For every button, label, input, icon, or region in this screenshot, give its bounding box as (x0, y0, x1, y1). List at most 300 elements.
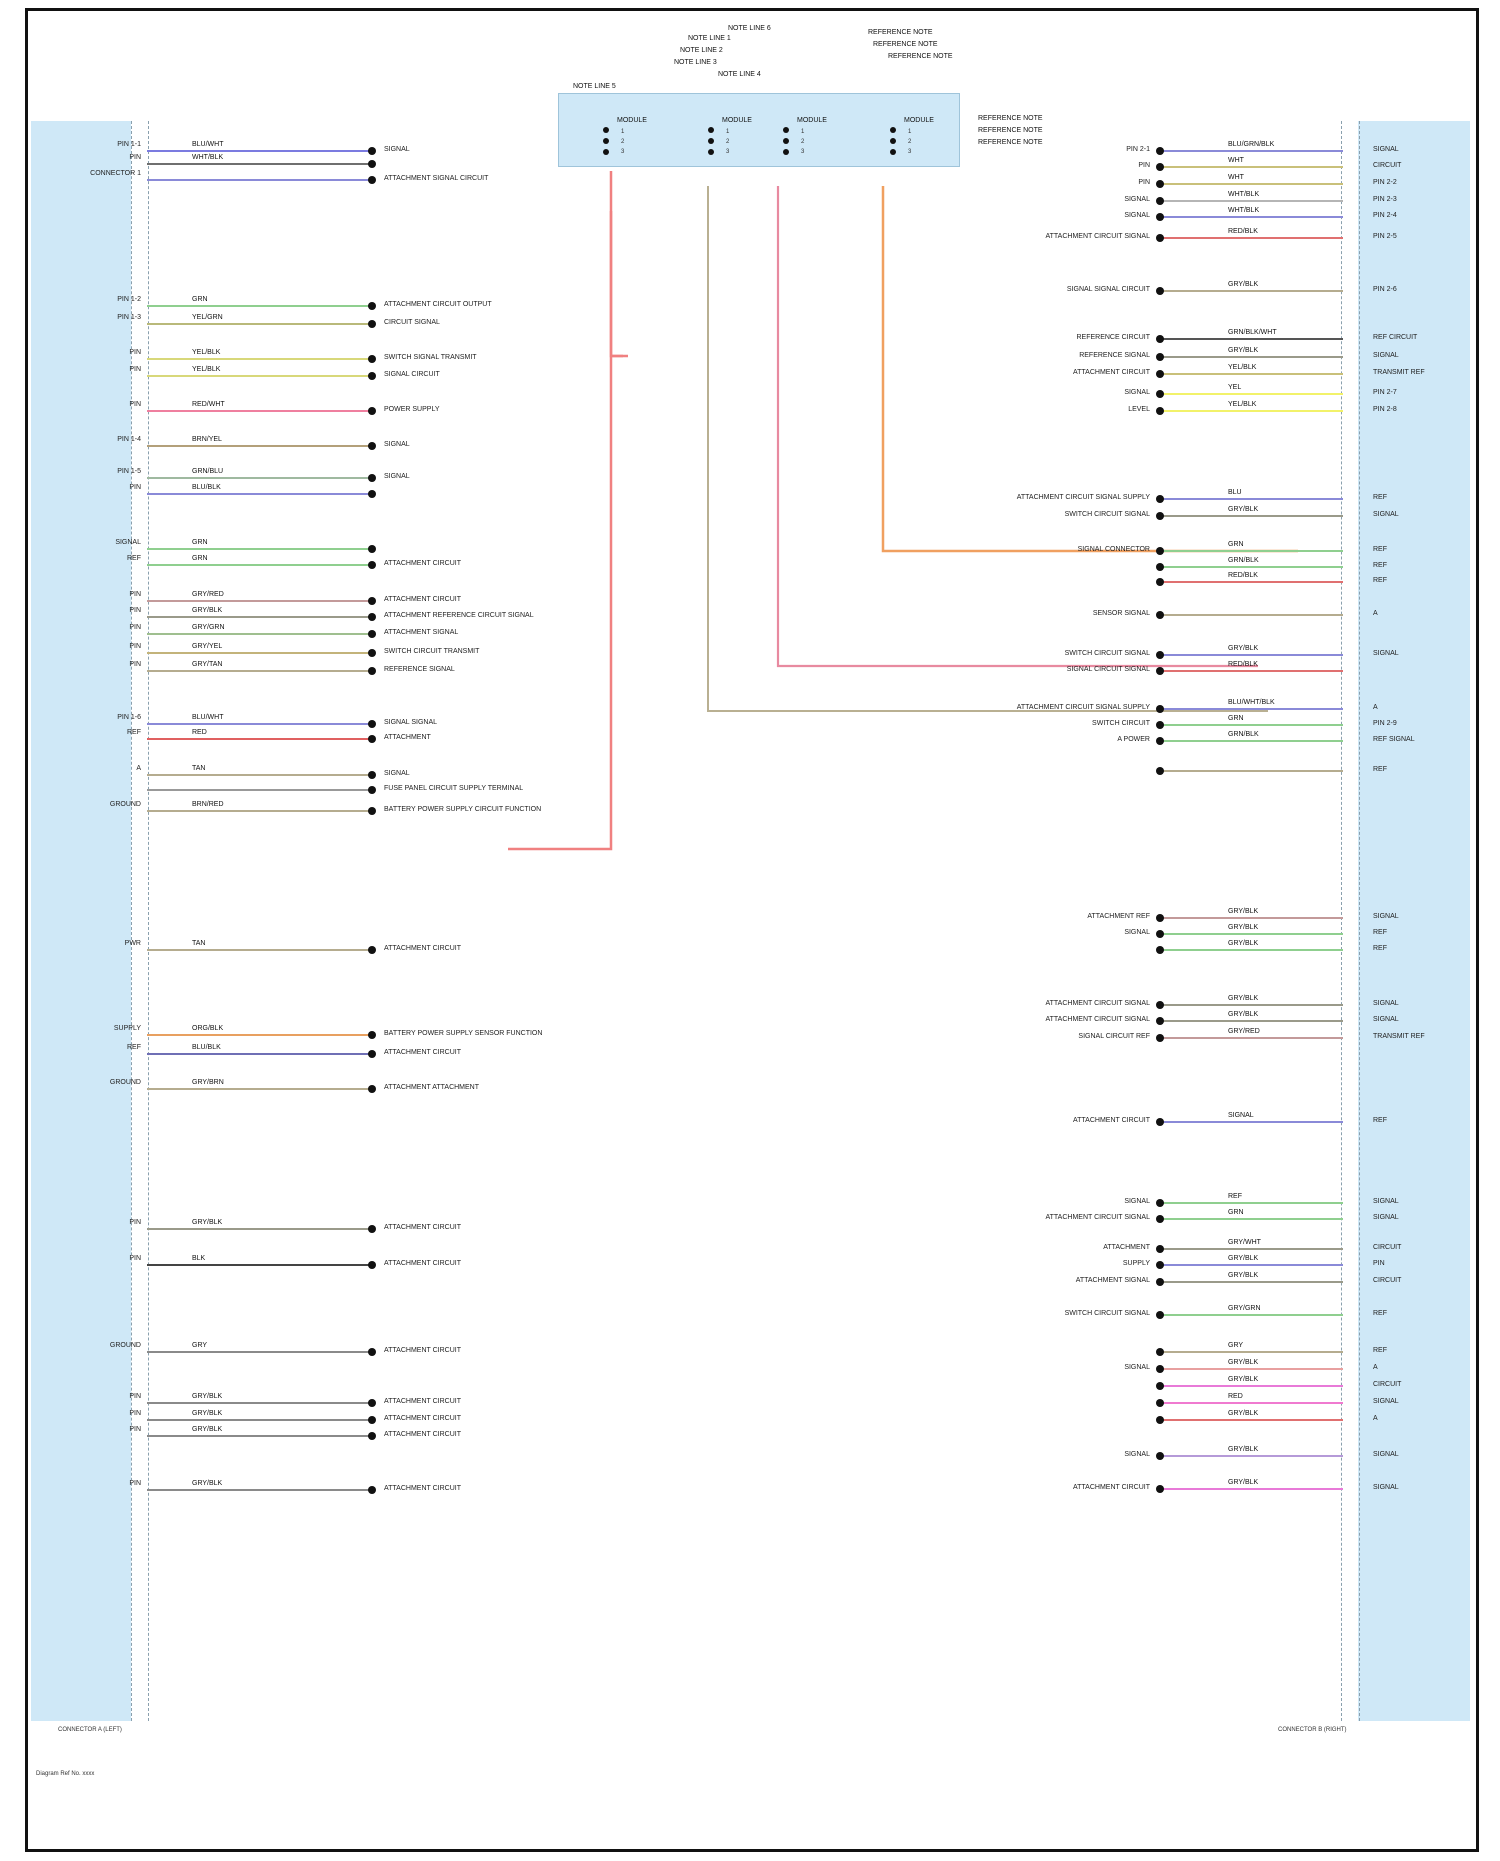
terminal-dot[interactable] (1156, 1278, 1164, 1286)
left-circuit-description: ATTACHMENT CIRCUIT (384, 1415, 461, 1422)
terminal-dot[interactable] (368, 1416, 376, 1424)
left-pin-label: REF (127, 729, 141, 736)
terminal-dot[interactable] (368, 613, 376, 621)
right-circuit-description: LEVEL (1128, 406, 1150, 413)
wire-segment (147, 949, 372, 951)
terminal-dot[interactable] (368, 442, 376, 450)
wire-color-label: WHT (1228, 174, 1244, 181)
right-pin-label: PIN 2-6 (1373, 286, 1397, 293)
left-circuit-description: ATTACHMENT CIRCUIT (384, 560, 461, 567)
left-circuit-description: SIGNAL (384, 770, 410, 777)
terminal-dot[interactable] (1156, 512, 1164, 520)
wire-segment (1163, 933, 1343, 935)
terminal-dot[interactable] (368, 1050, 376, 1058)
right-circuit-description: REFERENCE CIRCUIT (1076, 334, 1150, 341)
left-pin-label: CONNECTOR 1 (90, 170, 141, 177)
left-pin-label: PIN 1-2 (117, 296, 141, 303)
wire-segment (147, 1034, 372, 1036)
left-circuit-description: ATTACHMENT CIRCUIT (384, 1485, 461, 1492)
right-pin-label: SIGNAL (1373, 1451, 1399, 1458)
right-pin-label: PIN 2-8 (1373, 406, 1397, 413)
terminal-dot[interactable] (1156, 1215, 1164, 1223)
terminal-dot[interactable] (1156, 1485, 1164, 1493)
wire-color-label: GRN (192, 296, 208, 303)
left-circuit-description: ATTACHMENT ATTACHMENT (384, 1084, 480, 1091)
terminal-dot[interactable] (1156, 930, 1164, 938)
right-pin-label: PIN 2-9 (1373, 720, 1397, 727)
wire-segment (147, 445, 372, 447)
terminal-dot[interactable] (1156, 1452, 1164, 1460)
terminal-dot[interactable] (1156, 1399, 1164, 1407)
wire-segment (1163, 373, 1343, 375)
top-module-3-dot-1 (783, 127, 789, 133)
terminal-dot[interactable] (1156, 335, 1164, 343)
right-circuit-description: SWITCH CIRCUIT SIGNAL (1064, 650, 1150, 657)
wire-color-label: GRN/BLU (192, 468, 224, 475)
terminal-dot[interactable] (368, 1225, 376, 1233)
wire-color-label: GRN (192, 539, 208, 546)
top-module-4-dot-3 (890, 149, 896, 155)
top-module-2-dot-2 (708, 138, 714, 144)
right-circuit-description: SIGNAL CONNECTOR (1077, 546, 1150, 553)
top-module-4-dot-1 (890, 127, 896, 133)
terminal-dot[interactable] (368, 176, 376, 184)
wire-color-label: GRY/GRN (1228, 1305, 1261, 1312)
terminal-dot[interactable] (1156, 1017, 1164, 1025)
left-circuit-description: ATTACHMENT CIRCUIT (384, 945, 461, 952)
left-circuit-description: ATTACHMENT CIRCUIT (384, 1347, 461, 1354)
wire-color-label: GRY/BLK (192, 607, 223, 614)
terminal-dot[interactable] (368, 720, 376, 728)
wire-color-label: GRN/BLK (1228, 557, 1259, 564)
wire-segment (1163, 515, 1343, 517)
terminal-dot[interactable] (368, 735, 376, 743)
left-circuit-description: ATTACHMENT CIRCUIT OUTPUT (384, 301, 492, 308)
wire-color-label: GRN (1228, 715, 1244, 722)
wire-segment (1163, 200, 1343, 202)
wire-color-label: GRY/RED (192, 591, 224, 598)
wire-segment (1163, 338, 1343, 340)
wire-color-label: GRY/BLK (1228, 1410, 1259, 1417)
top-module-1-header: MODULE (617, 117, 647, 124)
left-pin-label: REF (127, 555, 141, 562)
left-circuit-description: SWITCH CIRCUIT TRANSMIT (384, 648, 480, 655)
left-pin-label: PIN (129, 1255, 141, 1262)
right-pin-label: TRANSMIT REF (1373, 1033, 1425, 1040)
terminal-dot[interactable] (1156, 213, 1164, 221)
terminal-dot[interactable] (1156, 1199, 1164, 1207)
right-circuit-description: ATTACHMENT CIRCUIT (1073, 1484, 1150, 1491)
wire-color-label: SIGNAL (1228, 1112, 1254, 1119)
left-pin-label: PIN (129, 624, 141, 631)
right-connector-strip (1341, 121, 1360, 1721)
wire-color-label: ORG/BLK (192, 1025, 224, 1032)
wire-color-label: BLK (192, 1255, 206, 1262)
top-note-4: NOTE LINE 4 (718, 71, 761, 78)
left-circuit-description: ATTACHMENT CIRCUIT (384, 1224, 461, 1231)
wire-color-label: GRY/BLK (1228, 908, 1259, 915)
terminal-dot[interactable] (1156, 197, 1164, 205)
terminal-dot[interactable] (368, 147, 376, 155)
top-module-3-dot-3 (783, 149, 789, 155)
right-circuit-description: REFERENCE SIGNAL (1079, 352, 1150, 359)
wire-segment (1163, 1202, 1343, 1204)
right-pin-label: REF SIGNAL (1373, 736, 1415, 743)
terminal-dot[interactable] (1156, 705, 1164, 713)
wire-color-label: GRY (1228, 1342, 1244, 1349)
terminal-dot[interactable] (1156, 667, 1164, 675)
terminal-dot[interactable] (368, 561, 376, 569)
right-circuit-description: SIGNAL CIRCUIT SIGNAL (1066, 666, 1150, 673)
left-pin-label: PIN 1-5 (117, 468, 141, 475)
wire-color-label: BRN/RED (192, 801, 224, 808)
top-module-1-dot-3 (603, 149, 609, 155)
right-pin-label: CIRCUIT (1373, 162, 1402, 169)
wire-segment (1163, 166, 1343, 168)
left-circuit-description: SIGNAL (384, 441, 410, 448)
top-module-2-header: MODULE (722, 117, 752, 124)
left-pin-label: PIN (129, 1480, 141, 1487)
left-pin-label: PIN (129, 643, 141, 650)
top-module-4-pin-1: 1 (908, 129, 912, 135)
wire-color-label: GRY/RED (1228, 1028, 1260, 1035)
wire-color-label: GRY/TAN (192, 661, 223, 668)
right-pin-label: A (1373, 1415, 1378, 1422)
wire-color-label: YEL/BLK (192, 366, 221, 373)
right-pin-label: SIGNAL (1373, 1198, 1399, 1205)
left-circuit-description: ATTACHMENT CIRCUIT (384, 1431, 461, 1438)
left-circuit-description: ATTACHMENT CIRCUIT (384, 1398, 461, 1405)
wire-color-label: YEL/GRN (192, 314, 223, 321)
terminal-dot[interactable] (368, 407, 376, 415)
wire-color-label: BLU/BLK (192, 484, 221, 491)
top-right-note-2: REFERENCE NOTE (873, 41, 938, 48)
wire-segment (1163, 740, 1343, 742)
terminal-dot[interactable] (1156, 946, 1164, 954)
right-circuit-description: ATTACHMENT CIRCUIT SIGNAL (1045, 233, 1150, 240)
left-circuit-description: ATTACHMENT SIGNAL (384, 629, 459, 636)
terminal-dot[interactable] (368, 320, 376, 328)
terminal-dot[interactable] (1156, 914, 1164, 922)
terminal-dot[interactable] (368, 545, 376, 553)
wire-color-label: GRY/BLK (1228, 506, 1259, 513)
left-pin-label: SIGNAL (115, 539, 141, 546)
top-module-4-header: MODULE (904, 117, 934, 124)
left-circuit-description: BATTERY POWER SUPPLY SENSOR FUNCTION (384, 1030, 543, 1037)
top-module-1-dot-1 (603, 127, 609, 133)
terminal-dot[interactable] (1156, 1416, 1164, 1424)
right-pin-label: TRANSMIT REF (1373, 369, 1425, 376)
terminal-dot[interactable] (368, 1486, 376, 1494)
right-pin-label: PIN 2-5 (1373, 233, 1397, 240)
wire-color-label: WHT/BLK (192, 154, 224, 161)
top-module-block (558, 93, 960, 167)
right-circuit-description: ATTACHMENT SIGNAL (1075, 1277, 1150, 1284)
left-pin-label: PIN (129, 1410, 141, 1417)
wire-segment (147, 163, 372, 165)
wire-segment (1163, 237, 1343, 239)
terminal-dot[interactable] (1156, 1245, 1164, 1253)
left-circuit-description: REFERENCE SIGNAL (384, 666, 455, 673)
right-circuit-description: ATTACHMENT (1103, 1244, 1150, 1251)
terminal-dot[interactable] (368, 1085, 376, 1093)
top-note-2: NOTE LINE 2 (680, 47, 723, 54)
left-pin-label: PIN (129, 591, 141, 598)
wire-segment (147, 670, 372, 672)
wire-color-label: GRY/BLK (1228, 1272, 1259, 1279)
left-pin-label: PWR (124, 940, 141, 947)
right-pin-label: REF (1373, 929, 1387, 936)
wire-color-label: RED/WHT (192, 401, 225, 408)
wire-segment (1163, 1385, 1343, 1387)
wire-color-label: YEL/BLK (1228, 401, 1257, 408)
terminal-dot[interactable] (368, 649, 376, 657)
wire-segment (1163, 1368, 1343, 1370)
terminal-dot[interactable] (368, 771, 376, 779)
left-circuit-description: ATTACHMENT CIRCUIT (384, 596, 461, 603)
terminal-dot[interactable] (1156, 1365, 1164, 1373)
terminal-dot[interactable] (1156, 1261, 1164, 1269)
terminal-dot[interactable] (368, 1399, 376, 1407)
left-pin-label: PIN 1-3 (117, 314, 141, 321)
wire-color-label: GRY/GRN (192, 624, 225, 631)
wire-color-label: GRY/BLK (192, 1393, 223, 1400)
right-circuit-description: SIGNAL SIGNAL CIRCUIT (1066, 286, 1150, 293)
wire-color-label: BLU/WHT (192, 141, 224, 148)
terminal-dot[interactable] (1156, 547, 1164, 555)
right-circuit-description: ATTACHMENT CIRCUIT SIGNAL (1045, 1000, 1150, 1007)
wire-segment (1163, 724, 1343, 726)
right-pin-label: PIN 2-2 (1373, 179, 1397, 186)
wire-segment (147, 633, 372, 635)
left-pin-label: REF (127, 1044, 141, 1051)
terminal-dot[interactable] (368, 786, 376, 794)
wire-color-label: GRY/BLK (1228, 1359, 1259, 1366)
wire-segment (1163, 1264, 1343, 1266)
wire-segment (1163, 150, 1343, 152)
wire-color-label: WHT (1228, 157, 1244, 164)
top-note-1: NOTE LINE 1 (688, 35, 731, 42)
wire-segment (147, 738, 372, 740)
wire-segment (147, 723, 372, 725)
terminal-dot[interactable] (368, 807, 376, 815)
terminal-dot[interactable] (1156, 1118, 1164, 1126)
terminal-dot[interactable] (1156, 611, 1164, 619)
top-right-note-6: REFERENCE NOTE (978, 139, 1043, 146)
terminal-dot[interactable] (1156, 563, 1164, 571)
wire-color-label: WHT/BLK (1228, 207, 1260, 214)
right-pin-label: SIGNAL (1373, 146, 1399, 153)
wire-segment (147, 774, 372, 776)
wire-segment (1163, 1314, 1343, 1316)
wire-segment (1163, 393, 1343, 395)
right-pin-label: SIGNAL (1373, 352, 1399, 359)
diagram-footer: Diagram Ref No. xxxx (36, 1771, 95, 1777)
terminal-dot[interactable] (1156, 407, 1164, 415)
left-circuit-description: SIGNAL (384, 473, 410, 480)
terminal-dot[interactable] (368, 490, 376, 498)
left-pin-label: PIN (129, 401, 141, 408)
wire-segment (147, 358, 372, 360)
terminal-dot[interactable] (368, 474, 376, 482)
terminal-dot[interactable] (1156, 737, 1164, 745)
terminal-dot[interactable] (1156, 651, 1164, 659)
terminal-dot[interactable] (1156, 767, 1164, 775)
terminal-dot[interactable] (368, 1348, 376, 1356)
right-circuit-description: SIGNAL (1124, 929, 1150, 936)
panel-note-right: CONNECTOR B (RIGHT) (1278, 1727, 1347, 1733)
left-circuit-description: SIGNAL (384, 146, 410, 153)
wire-segment (1163, 1218, 1343, 1220)
right-circuit-description: SIGNAL (1124, 196, 1150, 203)
wire-color-label: GRY/BLK (1228, 1255, 1259, 1262)
top-module-3-pin-2: 2 (801, 139, 805, 145)
terminal-dot[interactable] (1156, 234, 1164, 242)
wire-segment (147, 410, 372, 412)
right-circuit-description: SWITCH CIRCUIT SIGNAL (1064, 1310, 1150, 1317)
right-circuit-description: SIGNAL (1124, 1198, 1150, 1205)
wire-color-label: GRN/BLK (1228, 731, 1259, 738)
top-module-3-dot-2 (783, 138, 789, 144)
terminal-dot[interactable] (1156, 370, 1164, 378)
wire-color-label: GRY/BLK (192, 1426, 223, 1433)
wire-segment (147, 789, 372, 791)
wire-color-label: GRN/BLK/WHT (1228, 329, 1277, 336)
top-right-note-1: REFERENCE NOTE (868, 29, 933, 36)
wire-segment (147, 323, 372, 325)
terminal-dot[interactable] (1156, 390, 1164, 398)
terminal-dot[interactable] (368, 302, 376, 310)
wire-segment (147, 810, 372, 812)
right-pin-label: REF (1373, 1347, 1387, 1354)
wire-color-label: GRY/WHT (1228, 1239, 1261, 1246)
wire-color-label: WHT/BLK (1228, 191, 1260, 198)
right-pin-label: REF (1373, 562, 1387, 569)
left-circuit-description: SIGNAL CIRCUIT (384, 371, 440, 378)
left-pin-label: PIN (129, 349, 141, 356)
top-module-3-pin-1: 1 (801, 129, 805, 135)
terminal-dot[interactable] (1156, 1348, 1164, 1356)
wire-segment (147, 493, 372, 495)
terminal-dot[interactable] (1156, 147, 1164, 155)
wire-segment (1163, 670, 1343, 672)
right-pin-label: A (1373, 1364, 1378, 1371)
wire-color-label: GRY/BLK (1228, 1376, 1259, 1383)
terminal-dot[interactable] (368, 1261, 376, 1269)
wire-color-label: GRY/BLK (1228, 1011, 1259, 1018)
wire-color-label: GRY/BLK (1228, 924, 1259, 931)
top-note-5: NOTE LINE 5 (573, 83, 616, 90)
wire-color-label: RED/BLK (1228, 572, 1258, 579)
right-connector-panel (1358, 121, 1470, 1721)
terminal-dot[interactable] (368, 630, 376, 638)
wire-segment (147, 1053, 372, 1055)
terminal-dot[interactable] (1156, 287, 1164, 295)
terminal-dot[interactable] (368, 1432, 376, 1440)
wire-color-label: GRY/BLK (1228, 995, 1259, 1002)
right-circuit-description: ATTACHMENT CIRCUIT SIGNAL (1045, 1016, 1150, 1023)
wire-segment (1163, 1037, 1343, 1039)
right-pin-label: SIGNAL (1373, 1000, 1399, 1007)
wire-segment (1163, 708, 1343, 710)
terminal-dot[interactable] (1156, 1034, 1164, 1042)
terminal-dot[interactable] (368, 946, 376, 954)
left-circuit-description: ATTACHMENT REFERENCE CIRCUIT SIGNAL (384, 612, 534, 619)
right-circuit-description: A POWER (1117, 736, 1150, 743)
right-pin-label: SIGNAL (1373, 1016, 1399, 1023)
top-module-1-pin-1: 1 (621, 129, 625, 135)
wire-segment (1163, 1121, 1343, 1123)
wire-color-label: YEL (1228, 384, 1242, 391)
top-module-2-pin-2: 2 (726, 139, 730, 145)
right-pin-label: REF (1373, 494, 1387, 501)
top-note-6: NOTE LINE 6 (728, 25, 771, 32)
terminal-dot[interactable] (368, 667, 376, 675)
right-pin-label: REF (1373, 577, 1387, 584)
wire-color-label: RED/BLK (1228, 661, 1258, 668)
wire-segment (1163, 1351, 1343, 1353)
right-circuit-description: ATTACHMENT CIRCUIT (1073, 369, 1150, 376)
right-circuit-description: SIGNAL (1124, 389, 1150, 396)
right-circuit-description: SENSOR SIGNAL (1092, 610, 1150, 617)
terminal-dot[interactable] (1156, 495, 1164, 503)
terminal-dot[interactable] (368, 597, 376, 605)
terminal-dot[interactable] (1156, 1382, 1164, 1390)
terminal-dot[interactable] (1156, 1001, 1164, 1009)
terminal-dot[interactable] (1156, 578, 1164, 586)
terminal-dot[interactable] (368, 372, 376, 380)
top-module-2-pin-1: 1 (726, 129, 730, 135)
wire-color-label: GRY/BLK (1228, 645, 1259, 652)
left-pin-label: GROUND (109, 1079, 141, 1086)
wire-segment (147, 1264, 372, 1266)
terminal-dot[interactable] (1156, 1311, 1164, 1319)
wire-segment (1163, 1455, 1343, 1457)
top-module-2-pin-3: 3 (726, 149, 730, 155)
right-pin-label: SIGNAL (1373, 511, 1399, 518)
right-pin-label: REF (1373, 945, 1387, 952)
wire-segment (1163, 770, 1343, 772)
wire-color-label: RED (192, 729, 207, 736)
wire-color-label: BLU/WHT (192, 714, 224, 721)
wire-color-label: GRY/BLK (1228, 1446, 1259, 1453)
wire-segment (147, 375, 372, 377)
left-pin-label: PIN 1-6 (117, 714, 141, 721)
wire-segment (147, 548, 372, 550)
wire-color-label: TAN (192, 940, 206, 947)
right-pin-label: SIGNAL (1373, 1214, 1399, 1221)
left-circuit-description: SWITCH SIGNAL TRANSMIT (384, 354, 477, 361)
right-circuit-description: PIN (1138, 162, 1150, 169)
terminal-dot[interactable] (368, 1031, 376, 1039)
terminal-dot[interactable] (1156, 180, 1164, 188)
wire-color-label: GRN (1228, 541, 1244, 548)
terminal-dot[interactable] (1156, 721, 1164, 729)
right-pin-label: PIN 2-7 (1373, 389, 1397, 396)
wire-color-label: BLU (1228, 489, 1242, 496)
terminal-dot[interactable] (1156, 163, 1164, 171)
wire-segment (147, 1402, 372, 1404)
wire-segment (147, 1088, 372, 1090)
left-pin-label: A (136, 765, 141, 772)
terminal-dot[interactable] (368, 160, 376, 168)
right-pin-label: SIGNAL (1373, 1398, 1399, 1405)
terminal-dot[interactable] (368, 355, 376, 363)
terminal-dot[interactable] (1156, 353, 1164, 361)
right-pin-label: PIN 2-4 (1373, 212, 1397, 219)
wire-color-label: BLU/BLK (192, 1044, 221, 1051)
right-pin-label: REF (1373, 1117, 1387, 1124)
